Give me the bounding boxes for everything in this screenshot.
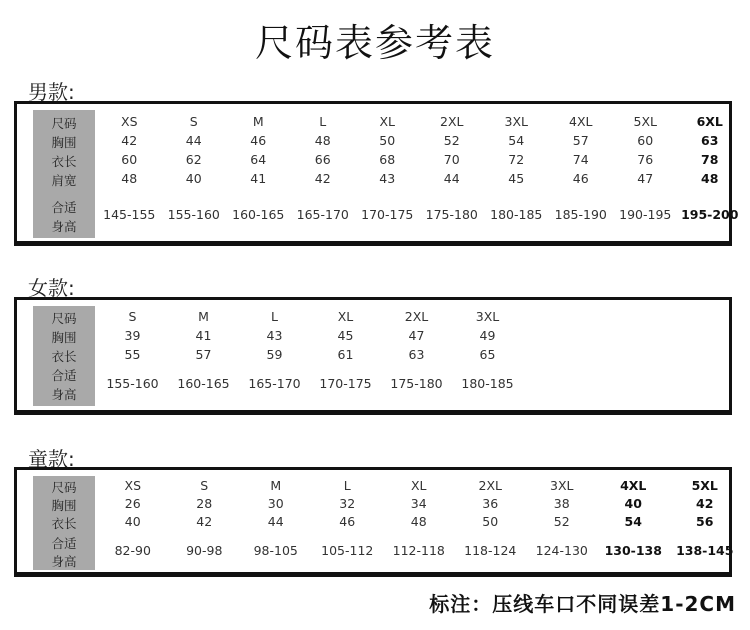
measure-cell: 66 [314,152,331,167]
measure-cell: 61 [337,347,354,362]
height-cell: 160-165 [177,376,230,391]
measure-cell: 57 [572,133,589,148]
measure-cell: 26 [124,496,141,511]
measure-cell: 39 [124,328,141,343]
measure-cell: 68 [379,152,396,167]
measure-cell: 45 [508,171,525,186]
height-cell: 82-90 [114,543,151,558]
measure-cell: 46 [250,133,267,148]
height-cell: 138-145 [676,543,734,558]
measure-cell: 44 [267,514,284,529]
header-column [33,476,95,570]
header-label: 衣长 [51,349,77,364]
height-cell: 170-175 [361,207,414,222]
size-table-women [14,297,732,415]
size-cell: L [343,478,351,493]
measure-cell: 34 [410,496,427,511]
measure-cell: 57 [195,347,212,362]
header-label: 胸围 [51,330,77,345]
height-cell: 180-185 [461,376,514,391]
size-cell: XL [337,309,354,324]
height-cell: 105-112 [321,543,374,558]
height-cell: 180-185 [490,207,543,222]
size-cell: 3XL [504,114,528,129]
header-column [33,110,95,238]
measure-cell: 54 [624,514,642,529]
measure-cell: 65 [479,347,496,362]
header-label: 肩宽 [51,173,77,188]
measure-cell: 60 [121,152,138,167]
measure-cell: 78 [701,152,719,167]
size-cell: 5XL [691,478,718,493]
measure-cell: 72 [508,152,525,167]
measure-cell: 40 [185,171,202,186]
size-table-men [14,101,739,246]
header-label: 合适 [51,200,77,215]
height-cell: 190-195 [619,207,672,222]
size-cell: XS [121,114,138,129]
measure-cell: 48 [410,514,427,529]
measure-cell: 55 [124,347,141,362]
measure-cell: 44 [185,133,202,148]
measure-cell: 42 [196,514,213,529]
height-cell: 155-160 [167,207,220,222]
height-cell: 155-160 [106,376,159,391]
measure-cell: 63 [408,347,425,362]
measure-cell: 48 [701,171,719,186]
size-cell: 2XL [478,478,502,493]
section-label-women: 女款: [28,276,75,300]
size-cell: S [189,114,198,129]
height-cell: 112-118 [392,543,445,558]
header-label: 身高 [51,387,77,402]
height-cell: 165-170 [248,376,301,391]
header-label: 身高 [51,554,77,569]
measure-cell: 44 [443,171,460,186]
size-table-kids [14,467,732,577]
measure-cell: 59 [266,347,283,362]
measure-cell: 60 [637,133,654,148]
measure-cell: 36 [482,496,499,511]
measure-cell: 43 [266,328,283,343]
height-cell: 175-180 [425,207,478,222]
measure-cell: 54 [508,133,525,148]
measure-cell: 47 [408,328,425,343]
header-label: 合适 [51,368,77,383]
measure-cell: 41 [195,328,212,343]
size-cell: 2XL [440,114,464,129]
size-cell: 4XL [569,114,593,129]
size-cell: XL [379,114,396,129]
height-cell: 124-130 [535,543,588,558]
header-label: 合适 [51,536,77,551]
measure-cell: 76 [637,152,654,167]
measure-cell: 43 [379,171,396,186]
section-label-men: 男款: [28,80,75,104]
size-cell: M [198,309,209,324]
size-cell: S [200,478,209,493]
measure-cell: 28 [196,496,213,511]
measure-cell: 40 [624,496,642,511]
header-label: 胸围 [51,498,77,513]
measure-cell: 42 [121,133,138,148]
page-title: 尺码表参考表 [254,21,495,65]
height-cell: 160-165 [232,207,285,222]
section-label-kids: 童款: [28,447,75,471]
measure-cell: 47 [637,171,654,186]
measure-cell: 50 [379,133,396,148]
measure-cell: 38 [553,496,570,511]
height-cell: 195-200 [681,207,739,222]
header-label: 尺码 [51,480,77,495]
measure-cell: 42 [696,496,714,511]
size-cell: 6XL [696,114,723,129]
measure-cell: 46 [572,171,589,186]
size-cell: 5XL [633,114,657,129]
measure-cell: 74 [572,152,589,167]
size-cell: 4XL [620,478,647,493]
size-cell: XL [410,478,427,493]
header-label: 衣长 [51,154,77,169]
measure-cell: 32 [339,496,356,511]
height-cell: 118-124 [464,543,517,558]
size-cell: M [270,478,282,493]
measure-cell: 70 [443,152,460,167]
measure-cell: 52 [443,133,460,148]
header-label: 胸围 [51,135,77,150]
size-cell: 2XL [404,309,429,324]
height-cell: 175-180 [390,376,443,391]
measure-cell: 64 [250,152,267,167]
measure-cell: 62 [185,152,202,167]
measure-cell: 63 [701,133,719,148]
measure-cell: 42 [314,171,331,186]
height-cell: 165-170 [296,207,349,222]
measure-cell: 45 [337,328,354,343]
height-cell: 145-155 [103,207,156,222]
measure-cell: 52 [553,514,570,529]
size-cell: S [128,309,137,324]
height-cell: 90-98 [186,543,223,558]
header-label: 尺码 [51,311,77,326]
measure-cell: 48 [314,133,331,148]
height-cell: 185-190 [554,207,607,222]
size-cell: 3XL [550,478,574,493]
measure-cell: 46 [339,514,356,529]
size-cell: XS [124,478,141,493]
height-cell: 170-175 [319,376,372,391]
measure-cell: 40 [124,514,141,529]
measure-cell: 41 [250,171,267,186]
height-cell: 98-105 [253,543,298,558]
header-column [33,306,95,406]
measure-cell: 30 [267,496,284,511]
measure-cell: 56 [696,514,714,529]
measure-cell: 49 [479,328,496,343]
size-cell: M [252,114,264,129]
measure-cell: 48 [121,171,138,186]
header-label: 尺码 [51,116,77,131]
size-cell: L [271,309,278,324]
size-cell: 3XL [475,309,500,324]
size-cell: L [319,114,327,129]
footnote: 标注：压线车口不同误差1-2CM [429,592,736,616]
height-cell: 130-138 [604,543,662,558]
header-label: 衣长 [51,516,77,531]
measure-cell: 50 [482,514,499,529]
header-label: 身高 [51,219,77,234]
